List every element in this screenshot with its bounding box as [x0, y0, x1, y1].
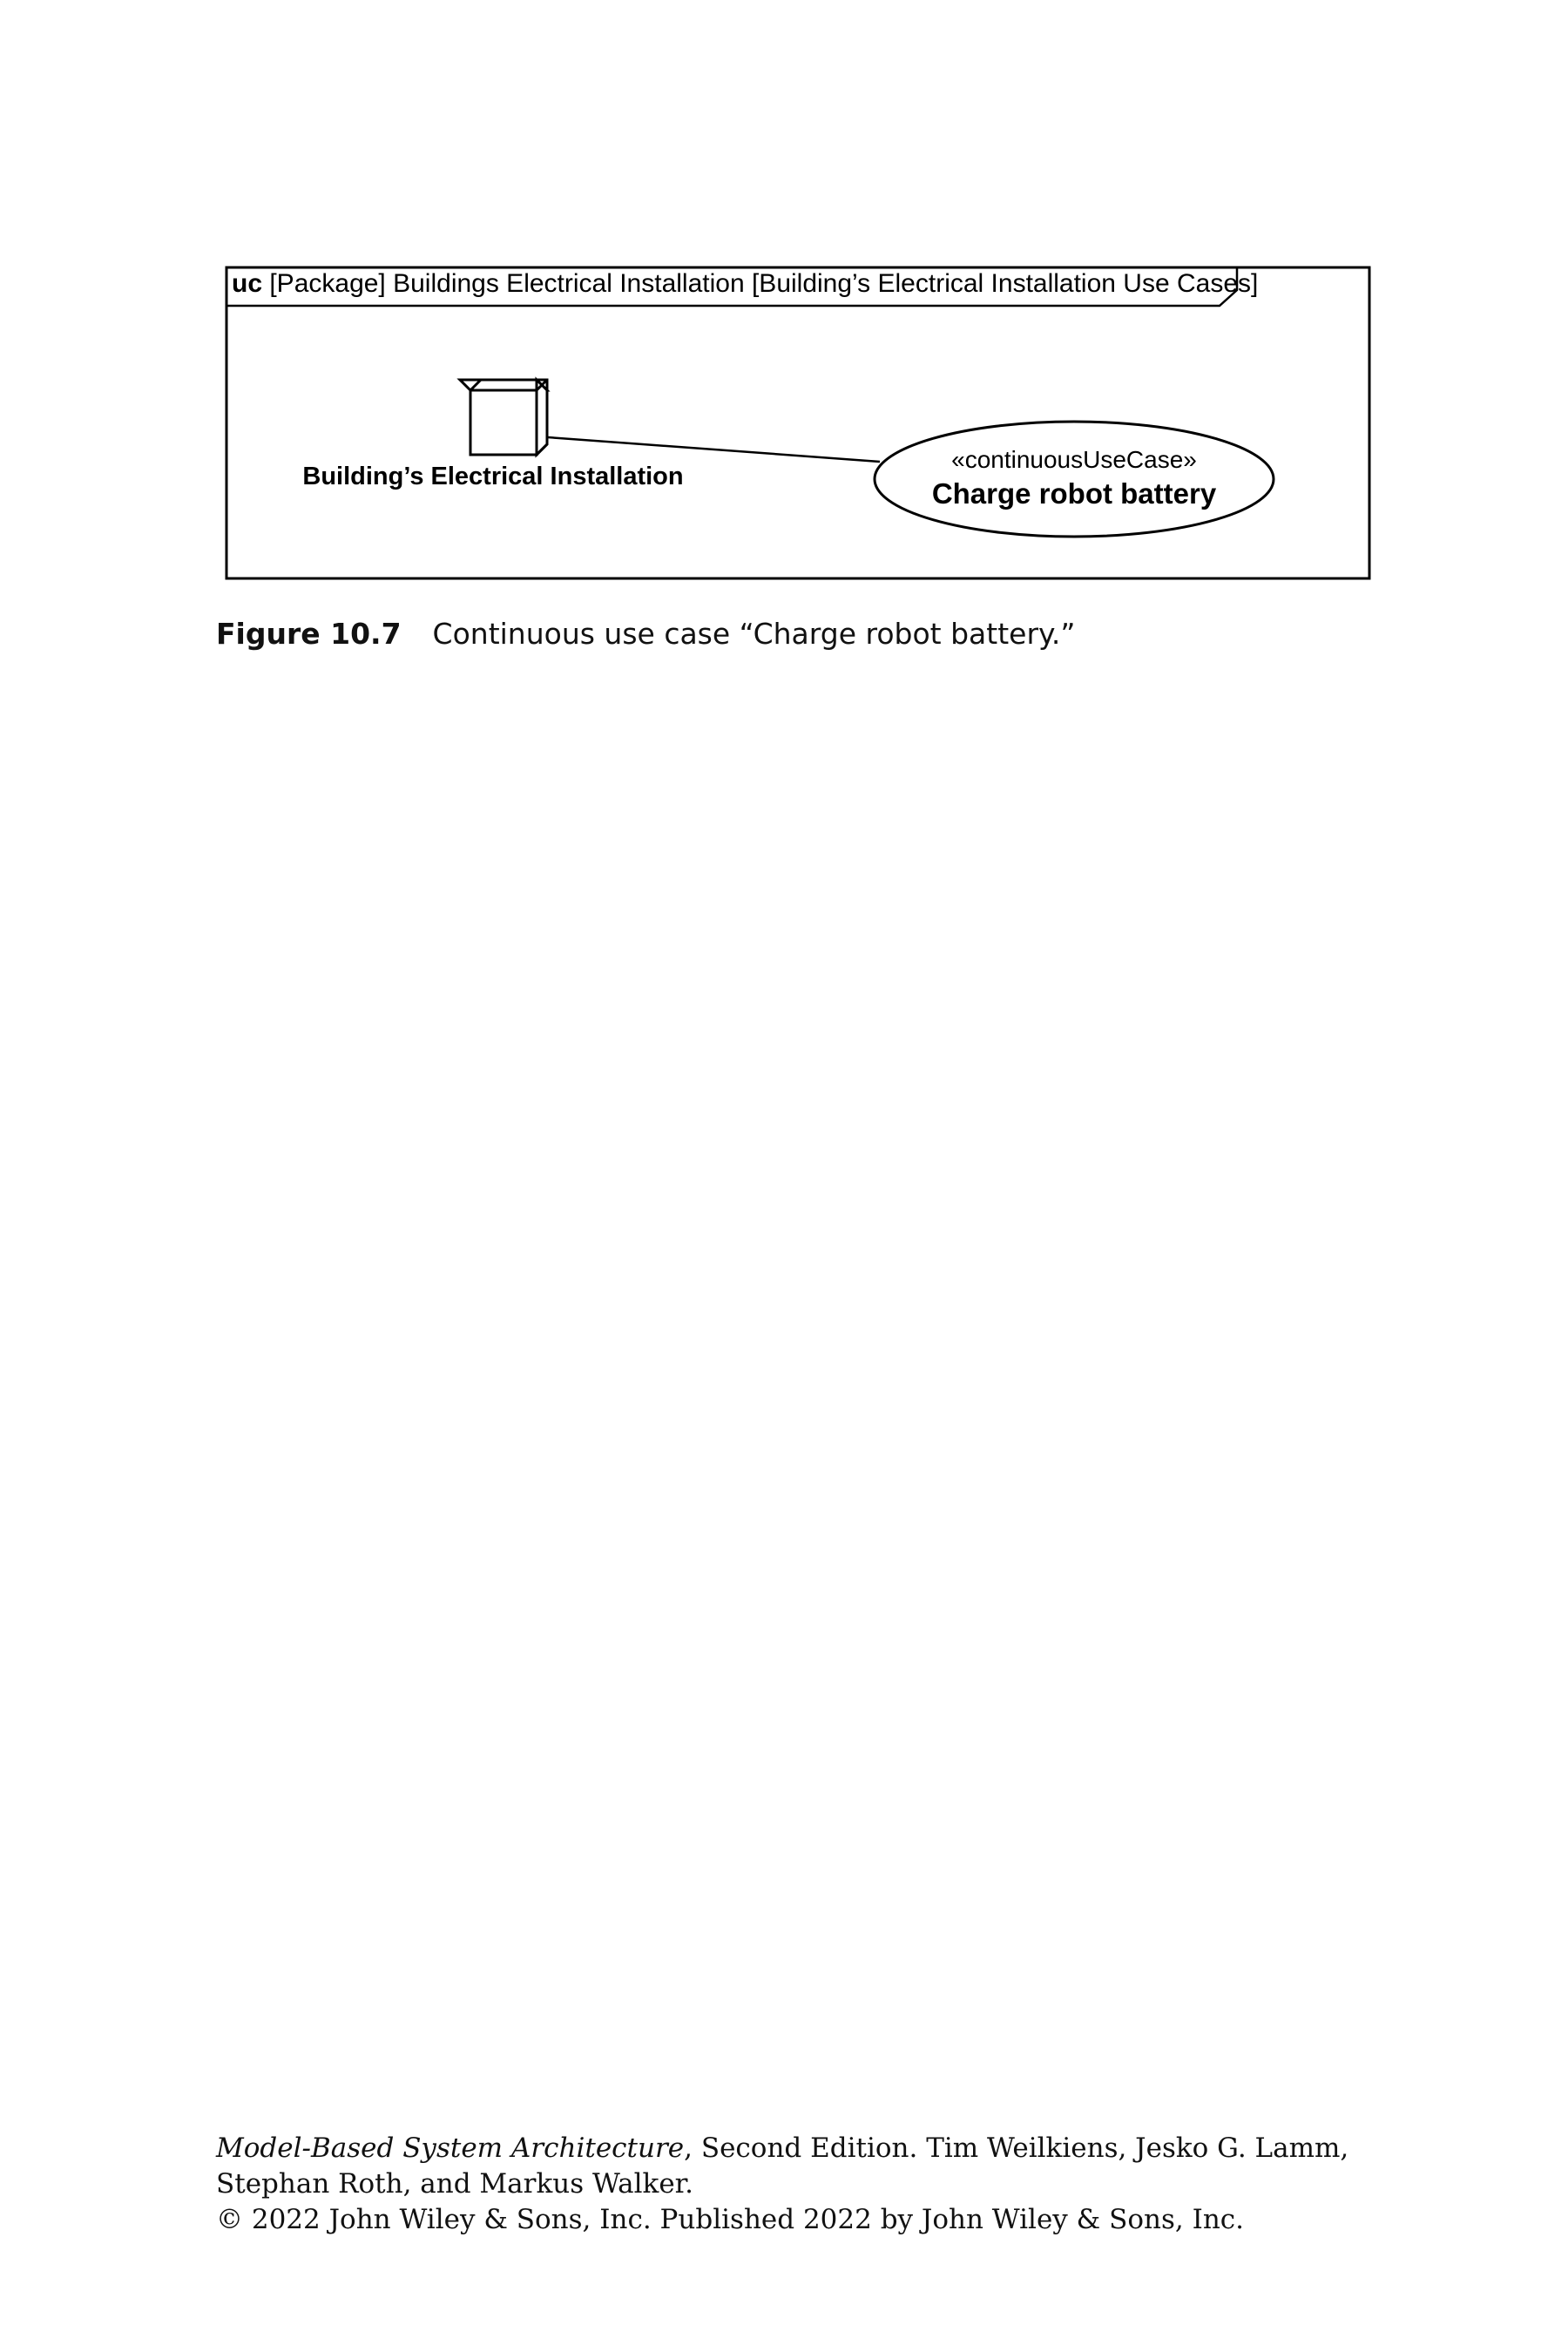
diagram-frame: [226, 267, 1369, 578]
book-title: Model-Based System Architecture: [216, 2132, 685, 2164]
figure-number: Figure 10.7: [216, 617, 402, 651]
copyright-footer: [216, 2131, 1348, 2238]
footer-line-1-text: , Second Edition. Tim Weilkiens, Jesko G. Lamm,: [684, 2132, 1349, 2164]
figure-caption: [216, 617, 1075, 651]
footer-line-2: Stephan Roth, and Markus Walker.: [216, 2168, 693, 2200]
use-case-diagram: [0, 0, 1568, 697]
figure-caption-text: Continuous use case “Charge robot battery.”: [432, 617, 1076, 651]
actor-label: Building’s Electrical Installation: [302, 463, 684, 490]
use-case-stereotype: «continuousUseCase»: [951, 446, 1197, 473]
frame-header-text: [Package] Buildings Electrical Installation [Building’s Electrical Installation Use Cases]: [262, 269, 1259, 298]
association-line: [548, 437, 880, 462]
footer-line-3: © 2022 John Wiley & Sons, Inc. Published 2022 by John Wiley & Sons, Inc.: [216, 2204, 1245, 2235]
use-case-name: Charge robot battery: [931, 477, 1217, 510]
footer-line-1: [216, 2131, 1348, 2166]
frame-kind-keyword: uc: [232, 269, 263, 298]
block-cube-icon: [460, 380, 547, 455]
frame-header: [232, 269, 1258, 298]
